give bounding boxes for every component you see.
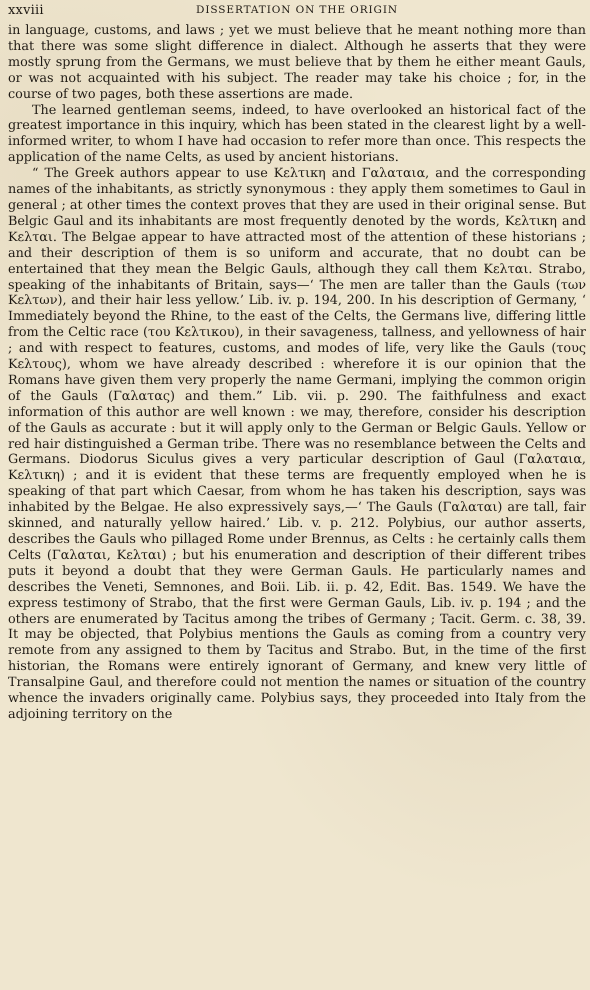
page-number: xxviii [8, 3, 44, 18]
quoted-paragraph: “ The Greek authors appear to use Κελτικη and Γαλαταια, and the corresponding names of the inhabitants, as strictly synonymous : they apply them sometimes to Gaul in general ; at other times the context proves that they are used in their original sense. But Belgic Gaul and its inhabitants are most frequently denoted by the words, Κελτικη and Κελται. The Belgae appear to have attracted most of the attention of these historians ; and their description of them is so uniform and accurate, that no doubt can be entertained that they mean the Belgic Gauls, although they call them Κελται. Strabo, speaking of the inhabitants of Britain, says—‘ The men are taller than the Gauls (των Κελτων), and their hair less yellow.’ Lib. iv. p. 194, 200. In his description of Germany, ‘ Immediately beyond the Rhine, to the east of the Celts, the Germans live, differing little from the Celtic race (του Κελτικου), in their savageness, tallness, and yellowness of hair ; and with respect to features, customs, and modes of life, very like the Gauls (τους Κελτους), whom we have already described : wherefore it is our opinion that the Romans have given them very properly the name Germani, implying the common origin of the Gauls (Γαλατας) and them.” Lib. vii. p. 290. The faithfulness and exact information of this author are well known : we may, therefore, consider his description of the Gauls as accurate : but it will apply only to the German or Belgic Gauls. Yellow or red hair distinguished a German tribe. There was no resemblance between the Celts and Germans. Diodorus Siculus gives a very particular description of Gaul (Γαλαταια, Κελτικη) ; and it is evident that these terms are frequently employed when he is speaking of that part which Caesar, from whom he has taken his description, says was inhabited by the Belgae. He also expressively says,—‘ The Gauls (Γαλαται) are tall, fair skinned, and naturally yellow haired.’ Lib. v. p. 212. Polybius, our author asserts, describes the Gauls who pillaged Rome under Brennus, as Celts : he certainly calls them Celts (Γαλαται, Κελται) ; but his enumeration and description of their different tribes puts it beyond a doubt that they were German Gauls. He particularly names and describes the Veneti, Semnones, and Boii. Lib. ii. p. 42, Edit. Bas. 1549. We have the express testimony of Strabo, that the first were German Gauls, Lib. iv. p. 194 ; and the others are enumerated by Tacitus among the tribes of Germany ; Tacit. Germ. c. 38, 39. It may be objected, that Polybius mentions the Gauls as coming from a country very remote from any assigned to them by Tacitus and Strabo. But, in the time of the first historian, the Romans were entirely ignorant of Germany, and knew very little of Transalpine Gaul, and therefore could not mention the names or situation of the country whence the invaders originally came. Polybius says, they proceeded into Italy from the adjoining territory on the [8, 166, 586, 722]
running-header [8, 3, 586, 21]
running-title: DISSERTATION ON THE ORIGIN [196, 4, 398, 16]
paragraph-2: The learned gentleman seems, indeed, to have overlooked an historical fact of the greatest importance in this inquiry, which has been stated in the clearest light by a well-informed writer, to whom I have had occasion to refer more than once. This respects the application of the name Celts, as used by ancient historians. [8, 102, 586, 166]
paragraph-1: in language, customs, and laws ; yet we must believe that he meant nothing more than that there was some slight difference in dialect. Although he asserts that they were mostly sprung from the Germans, we must believe that by them he either meant Gauls, or was not acquainted with his subject. The reader may take his choice ; for, in the course of two pages, both these assertions are made. [8, 23, 586, 102]
body-text [8, 23, 586, 723]
